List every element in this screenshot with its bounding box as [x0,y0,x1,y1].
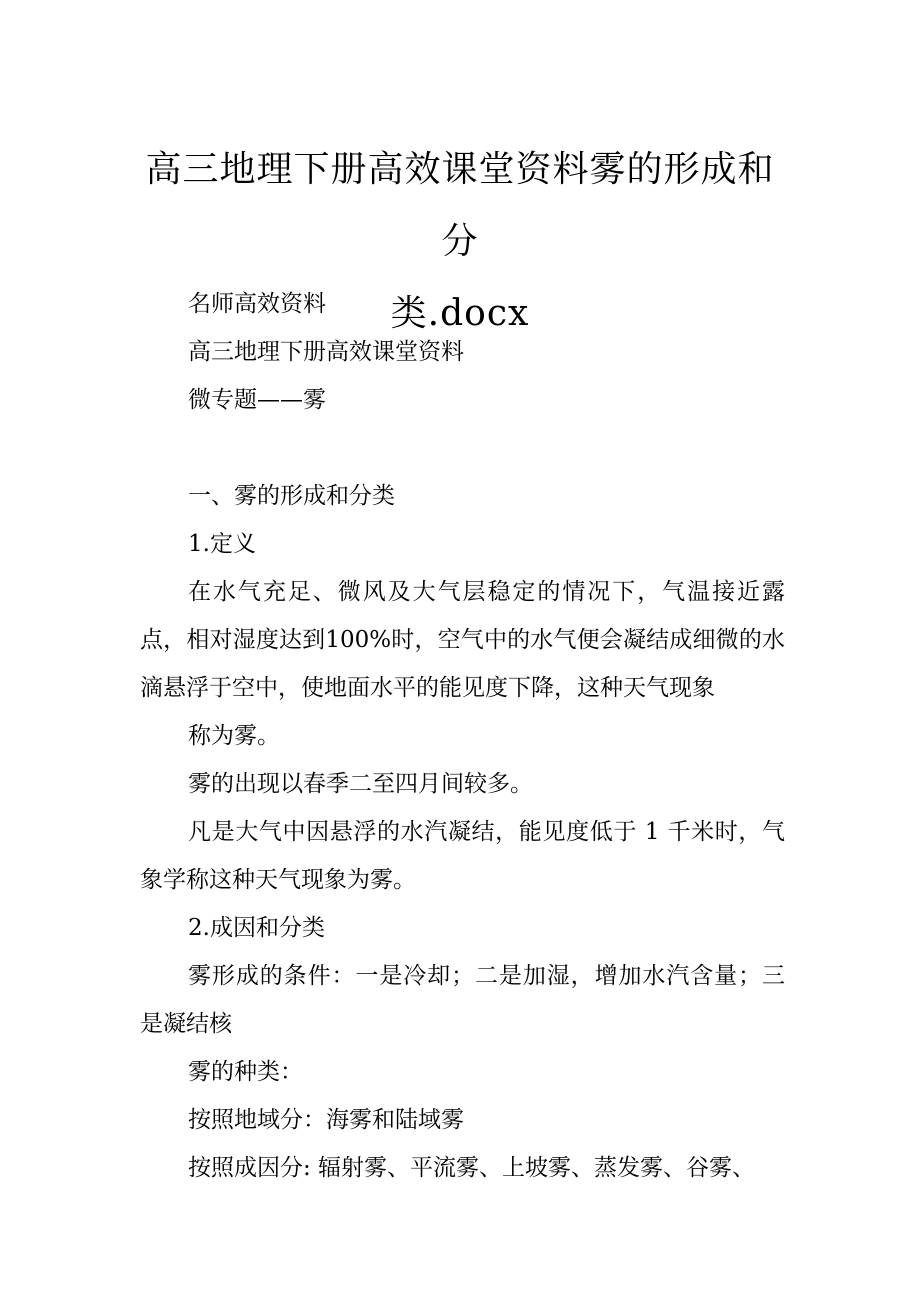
title-line-2: 类.docx [390,293,530,334]
blank-line [140,424,785,472]
paragraph-definition: 在水气充足、微风及大气层稳定的情况下，气温接近露点，相对湿度达到100%时，空气中的水气便会凝结成细微的水滴悬浮于空中，使地面水平的能见度下降，这种天气现象 [140,579,785,701]
title-line-1: 高三地理下册高效课堂资料雾的形成和分 [145,149,775,262]
paragraph-by-region: 按照地域分：海雾和陆域雾 [188,1107,464,1133]
paragraph-source: 名师高效资料 [188,291,326,317]
subsection-definition: 1.定义 [188,531,256,557]
paragraph-conditions: 雾形成的条件：一是冷却；二是加湿，增加水汽含量；三是凝结核 [140,963,785,1037]
paragraph-season: 雾的出现以春季二至四月间较多。 [188,771,533,797]
paragraph-visibility: 凡是大气中因悬浮的水汽凝结，能见度低于 1 千米时，气象学称这种天气现象为雾。 [140,819,785,893]
paragraph-topic: 微专题——雾 [188,387,326,413]
paragraph-types: 雾的种类： [188,1059,303,1085]
document-body [140,280,785,1192]
paragraph-subtitle: 高三地理下册高效课堂资料 [188,339,464,365]
section-heading: 一、雾的形成和分类 [188,483,395,509]
subsection-causes: 2.成因和分类 [188,915,325,941]
paragraph-by-cause: 按照成因分: 辐射雾、平流雾、上坡雾、蒸发雾、谷雾、 [188,1155,756,1181]
paragraph-definition-end: 称为雾。 [188,723,280,749]
